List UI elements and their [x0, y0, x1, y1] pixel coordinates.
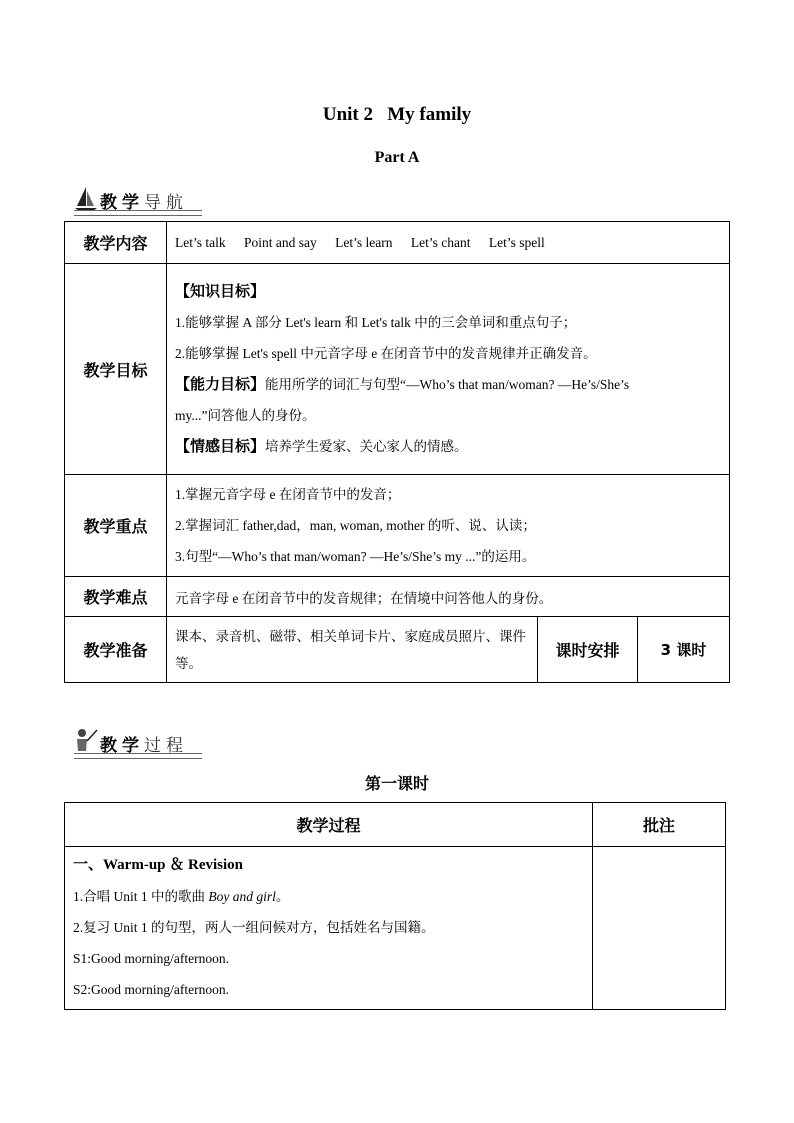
- key-cell: [167, 475, 730, 577]
- content-item: Let’s talk: [175, 234, 226, 250]
- knowledge-item-1: 1.能够掌握 A 部分 Let's learn 和 Let's talk 中的三会单词和重点句子；: [175, 315, 577, 330]
- content-item: Point and say: [244, 234, 317, 250]
- step-head: 一、Warm-up ＆ Revision: [73, 857, 244, 873]
- content-items: [167, 222, 730, 264]
- step-1-end: 。: [275, 889, 290, 904]
- col-notes-header: 批注: [593, 803, 726, 847]
- content-item: Let’s chant: [410, 234, 471, 250]
- step-1: [73, 881, 584, 912]
- page-title: Unit 2 My family: [322, 104, 472, 125]
- notes-cell: [593, 847, 726, 1010]
- content-item: Let’s spell: [488, 234, 545, 250]
- ability-text-2: my...”问答他人的身份。: [175, 408, 316, 423]
- prep-text: 课本、录音机、磁带、相关单词卡片、家庭成员照片、课件等。: [167, 617, 538, 683]
- section-label-bold: 教学: [100, 736, 144, 756]
- section-underline: [74, 210, 202, 216]
- step-1-text: 1.合唱 Unit 1 中的歌曲: [73, 889, 209, 904]
- info-table: [64, 221, 730, 683]
- prep-label: 教学准备: [65, 617, 167, 683]
- schedule-value: 3 课时: [638, 617, 730, 683]
- knowledge-item-2: 2.能够掌握 Let's spell 中元音字母 e 在闭音节中的发音规律并正确发音。: [175, 346, 597, 361]
- difficulty-text: 元音字母 e 在闭音节中的发音规律；在情境中问答他人的身份。: [167, 577, 730, 617]
- schedule-label: 课时安排: [538, 617, 638, 683]
- key-item-3: 3.句型“—Who’s that man/woman? —He’s/She’s my ...”的运用。: [175, 549, 536, 564]
- key-item-1: 1.掌握元音字母 e 在闭音节中的发音；: [175, 487, 401, 502]
- difficulty-label: 教学难点: [65, 577, 167, 617]
- lesson-table: [64, 802, 726, 1010]
- teacher-pointer-icon: [74, 727, 98, 755]
- dialog-line-1: S1:Good morning/afternoon.: [73, 951, 229, 966]
- ability-text-1: 能用所学的词汇与句型“—Who’s that man/woman? —He’s/She’s: [265, 377, 630, 392]
- key-item-2: 2.掌握词汇 father,dad，man, woman, mother 的听、说、认读；: [175, 518, 536, 533]
- section-label-bold: 教学: [100, 193, 144, 213]
- section-banner-process: [74, 727, 204, 759]
- step-2: 2.复习 Unit 1 的句型，两人一组问候对方，包括姓名与国籍。: [73, 920, 435, 935]
- key-label: 教学重点: [65, 475, 167, 577]
- section-label-light: 过程: [144, 736, 188, 756]
- emotion-head: 【情感目标】: [175, 437, 266, 455]
- content-label: 教学内容: [65, 222, 167, 264]
- col-process-header: 教学过程: [65, 803, 593, 847]
- page-subtitle: Part A: [374, 149, 420, 166]
- goals-label: 教学目标: [65, 264, 167, 475]
- ability-head: 【能力目标】: [175, 375, 266, 393]
- section-banner-guide: [74, 184, 204, 216]
- section-label-light: 导航: [144, 193, 188, 213]
- content-item: Let’s learn: [335, 234, 393, 250]
- goals-cell: [167, 264, 730, 475]
- sailboat-icon: [74, 184, 98, 212]
- song-title: Boy and girl: [208, 889, 276, 904]
- knowledge-head: 【知识目标】: [175, 282, 266, 300]
- lesson-title: 第一课时: [364, 774, 429, 793]
- section-underline: [74, 753, 202, 759]
- process-cell: [65, 847, 593, 1010]
- dialog-line-2: S2:Good morning/afternoon.: [73, 982, 229, 997]
- emotion-text: 培养学生爱家、关心家人的情感。: [265, 439, 468, 454]
